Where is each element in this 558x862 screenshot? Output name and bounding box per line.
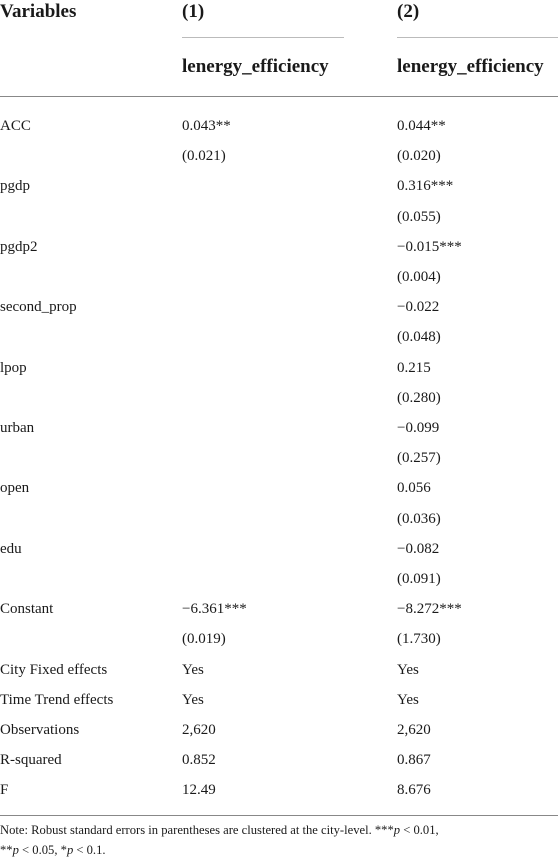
column-2-dependent-variable: lenergy_efficiency xyxy=(397,56,544,77)
column-2-cell: −0.015*** xyxy=(397,238,462,255)
row-label: City Fixed effects xyxy=(0,661,108,678)
row-label: edu xyxy=(0,540,22,557)
table-row xyxy=(0,232,558,262)
column-2-cell: 0.316*** xyxy=(397,178,454,195)
note-text: Note: Robust standard errors in parentheses are clustered at the city-level. *** xyxy=(0,823,394,837)
table-row xyxy=(0,353,558,383)
table-row xyxy=(0,292,558,322)
column-2-cell: −0.099 xyxy=(397,420,440,436)
column-2-cell: (1.730) xyxy=(397,631,441,648)
column-2-cell: 0.044** xyxy=(397,118,446,134)
column-2-cell: 8.676 xyxy=(397,782,431,799)
table-row xyxy=(0,655,558,685)
column-2-cell: (0.280) xyxy=(397,389,441,406)
header-rule xyxy=(0,96,558,97)
table-row xyxy=(0,322,558,352)
column-2-cell: 0.867 xyxy=(397,752,431,769)
column-2-cell: (0.004) xyxy=(397,269,441,285)
column-2-cell: (0.020) xyxy=(397,148,441,165)
column-2-number: (2) xyxy=(397,1,420,22)
note-p: p xyxy=(12,843,19,857)
table-row xyxy=(0,473,558,503)
note-text: ** xyxy=(0,843,13,857)
row-label: ACC xyxy=(0,118,31,134)
table-row xyxy=(0,594,558,624)
column-1-cell: 0.852 xyxy=(182,752,216,769)
column-1-cell: (0.021) xyxy=(182,148,226,165)
column-1-cell: 12.49 xyxy=(182,782,216,799)
row-label: Time Trend effects xyxy=(0,691,114,708)
column-1-cell: Yes xyxy=(182,691,204,708)
header-row-numbers xyxy=(0,0,558,36)
table-row xyxy=(0,202,558,232)
column-2-cell: Yes xyxy=(397,661,419,678)
column-2-cell: 0.215 xyxy=(397,359,431,376)
column-2-cell: 2,620 xyxy=(397,722,431,738)
row-label: pgdp xyxy=(0,178,30,195)
column-2-cell: −0.022 xyxy=(397,299,440,316)
table-row xyxy=(0,564,558,594)
column-2-cell: (0.048) xyxy=(397,329,441,346)
row-label: pgdp2 xyxy=(0,238,38,255)
table-row xyxy=(0,504,558,534)
column-1-rule xyxy=(182,37,344,38)
row-label: open xyxy=(0,480,30,497)
column-1-dependent-variable: lenergy_efficiency xyxy=(182,56,329,77)
note-text: < 0.1. xyxy=(73,843,106,857)
column-1-number: (1) xyxy=(182,1,205,22)
table-note xyxy=(0,820,558,860)
column-1-cell: 0.043** xyxy=(182,118,231,134)
row-label: second_prop xyxy=(0,299,77,316)
column-2-cell: −0.082 xyxy=(397,540,440,557)
note-p: p xyxy=(393,823,401,837)
variables-header: Variables xyxy=(0,1,77,22)
table-row xyxy=(0,262,558,292)
column-2-cell: (0.036) xyxy=(397,510,441,527)
table-row xyxy=(0,624,558,654)
header-row-dependent xyxy=(0,54,558,84)
column-1-cell: Yes xyxy=(182,661,204,678)
column-2-cell: 0.056 xyxy=(397,480,431,497)
table-row xyxy=(0,443,558,473)
table-row xyxy=(0,383,558,413)
table-row xyxy=(0,534,558,564)
row-label: Observations xyxy=(0,722,80,738)
table-row xyxy=(0,715,558,745)
column-2-cell: −8.272*** xyxy=(397,601,462,618)
table-row xyxy=(0,141,558,171)
table-row xyxy=(0,413,558,443)
column-1-cell: 2,620 xyxy=(182,722,216,738)
row-label: Constant xyxy=(0,601,54,618)
note-text: < 0.05, * xyxy=(18,843,67,857)
column-1-cell: −6.361*** xyxy=(182,601,247,618)
row-label: F xyxy=(0,782,9,799)
column-2-cell: (0.257) xyxy=(397,450,441,467)
table-row xyxy=(0,111,558,141)
row-label: R-squared xyxy=(0,752,62,769)
note-p: p xyxy=(66,843,74,857)
column-2-cell: (0.055) xyxy=(397,208,441,225)
table-row xyxy=(0,775,558,805)
bottom-rule xyxy=(0,815,558,816)
column-1-cell: (0.019) xyxy=(182,631,226,648)
row-label: urban xyxy=(0,420,35,436)
column-2-rule xyxy=(397,37,558,38)
column-2-cell: (0.091) xyxy=(397,571,441,587)
column-2-cell: Yes xyxy=(397,691,419,708)
note-text: < 0.01, xyxy=(400,823,439,837)
table-row xyxy=(0,685,558,715)
table-row xyxy=(0,171,558,201)
table-row xyxy=(0,745,558,775)
row-label: lpop xyxy=(0,359,27,376)
